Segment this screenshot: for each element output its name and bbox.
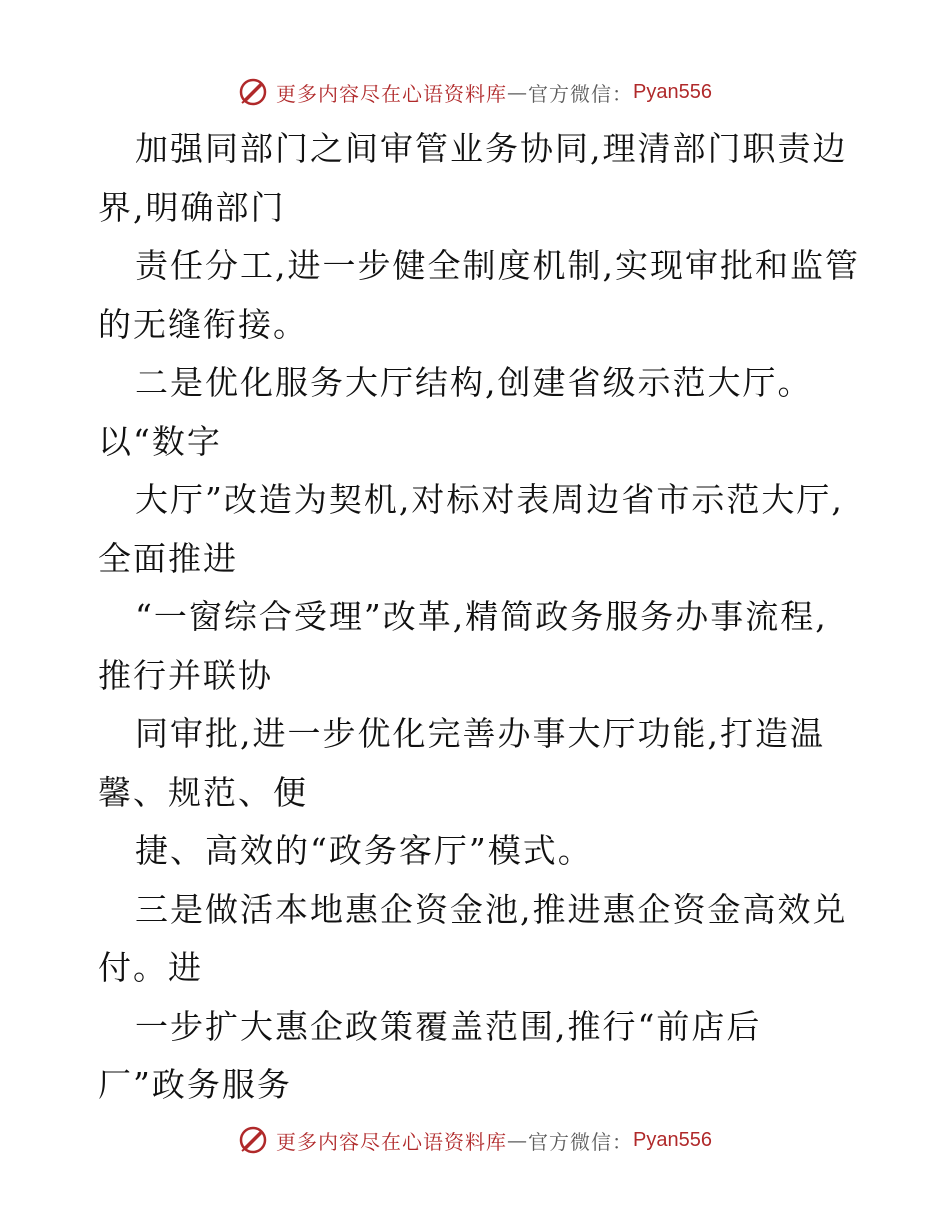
- body-line: 馨、规范、便: [98, 772, 308, 812]
- body-line: 责任分工,进一步健全制度机制,实现审批和监管: [135, 246, 860, 285]
- footer-wechat-label: 官方微信：: [528, 1129, 634, 1154]
- body-line: 加强同部门之间审管业务协同,理清部门职责边: [135, 129, 848, 168]
- body-line: 界,明确部门: [98, 187, 286, 227]
- body-line: 推行并联协: [98, 655, 273, 695]
- header-brand-text: 更多内容尽在心语资料库: [276, 81, 508, 106]
- footer-banner: [0, 1120, 950, 1160]
- footer-wechat-id: Pyan556: [633, 1128, 712, 1151]
- body-line: 大厅”改造为契机,对标对表周边省市示范大厅,: [135, 480, 844, 519]
- quill-pen-logo-icon: [238, 1125, 268, 1155]
- header-separator: —: [507, 80, 529, 104]
- body-line: 付。进: [98, 948, 203, 987]
- body-line: 捷、高效的“政务客厅”模式。: [135, 831, 593, 870]
- header-banner: [0, 72, 950, 112]
- footer-brand-text: 更多内容尽在心语资料库: [276, 1129, 508, 1154]
- body-line: 一步扩大惠企政策覆盖范围,推行“前店后: [135, 1006, 762, 1046]
- body-line: 二是优化服务大厅结构,创建省级示范大厅。: [135, 363, 813, 402]
- header-wechat-label: 官方微信：: [528, 81, 634, 106]
- body-line: 厂”政务服务: [98, 1065, 292, 1104]
- body-line: 同审批,进一步优化完善办事大厅功能,打造温: [135, 714, 825, 753]
- body-line: 以“数字: [98, 421, 222, 461]
- body-line: “一窗综合受理”改革,精简政务服务办事流程,: [135, 597, 828, 636]
- body-line: 三是做活本地惠企资金池,推进惠企资金高效兑: [135, 889, 848, 929]
- quill-pen-logo-icon: [238, 77, 268, 107]
- document-body: [98, 120, 858, 1115]
- header-wechat-id: Pyan556: [633, 80, 712, 103]
- body-line: 的无缝衔接。: [98, 304, 308, 344]
- footer-separator: —: [507, 1128, 529, 1152]
- body-line: 全面推进: [98, 538, 238, 578]
